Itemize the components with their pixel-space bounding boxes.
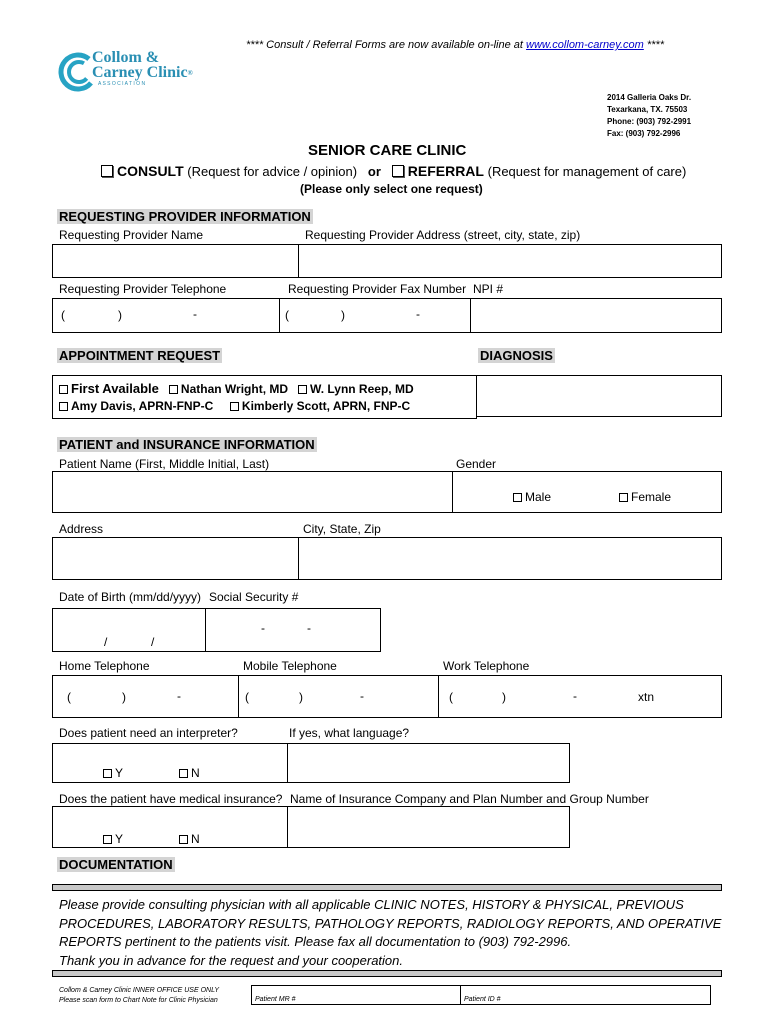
doc-line-3: REPORTS pertinent to the patients visit. Please fax all documentation to (903) 792-2996.	[59, 934, 572, 949]
scott-checkbox[interactable]	[230, 402, 239, 411]
no-label: N	[191, 832, 200, 846]
davis-option[interactable]	[59, 399, 213, 413]
paren-close: )	[502, 690, 506, 704]
reep-label: W. Lynn Reep, MD	[310, 382, 414, 396]
paren-close: )	[118, 308, 122, 322]
scott-label: Kimberly Scott, APRN, FNP-C	[241, 399, 411, 413]
provider-name-label: Requesting Provider Name	[59, 228, 204, 242]
patient-mr-field[interactable]	[251, 985, 461, 1005]
provider-fax-label: Requesting Provider Fax Number	[288, 282, 467, 296]
extension-label: xtn	[638, 690, 655, 704]
dob-slash: /	[104, 635, 108, 649]
logo-line2: Carney Clinic	[92, 64, 188, 81]
banner-suffix: ****	[643, 39, 664, 51]
consult-desc: (Request for advice / opinion)	[187, 164, 358, 179]
doc-line-1: Please provide consulting physician with all applicable CLINIC NOTES, HISTORY & PHYSICAL, PREVIOUS	[59, 897, 684, 912]
female-option[interactable]	[619, 490, 671, 504]
scott-option[interactable]	[230, 399, 410, 413]
davis-checkbox[interactable]	[59, 402, 68, 411]
paren-close: )	[299, 690, 303, 704]
patient-address-field[interactable]	[52, 537, 299, 580]
dash: -	[573, 689, 577, 703]
clinic-logo	[58, 50, 218, 92]
city-state-zip-field[interactable]	[298, 537, 722, 580]
interpreter-no-option[interactable]	[179, 766, 200, 780]
insurance-name-label: Name of Insurance Company and Plan Number and Group Number	[290, 792, 649, 806]
provider-section-heading: REQUESTING PROVIDER INFORMATION	[59, 209, 311, 224]
patient-id-label: Patient ID #	[464, 996, 501, 1003]
insurance-no-checkbox[interactable]	[179, 835, 188, 844]
documentation-top-bar	[52, 884, 722, 891]
logo-registered: ®	[187, 69, 193, 77]
consult-checkbox[interactable]	[101, 165, 113, 177]
address-city: Texarkana, TX. 75503	[607, 105, 688, 114]
provider-address-label: Requesting Provider Address (street, city, state, zip)	[305, 228, 581, 242]
paren-open: (	[61, 308, 65, 322]
diagnosis-field[interactable]	[476, 375, 722, 417]
insurance-label: Does the patient have medical insurance?	[59, 792, 283, 806]
documentation-section-heading: DOCUMENTATION	[59, 857, 173, 872]
interpreter-yes-option[interactable]	[103, 766, 123, 780]
language-label: If yes, what language?	[289, 726, 410, 740]
paren-open: (	[245, 690, 249, 704]
website-link[interactable]: www.collom-carney.com	[526, 39, 644, 51]
female-checkbox[interactable]	[619, 493, 628, 502]
banner-prefix: **** Consult / Referral Forms are now available on-line at	[246, 39, 527, 51]
davis-label: Amy Davis, APRN-FNP-C	[71, 399, 214, 413]
dash: -	[360, 689, 364, 703]
appointment-section-heading: APPOINTMENT REQUEST	[59, 348, 221, 363]
insurance-field	[52, 806, 288, 848]
no-label: N	[191, 766, 200, 780]
language-field[interactable]	[287, 743, 570, 783]
or-label: or	[367, 164, 381, 179]
patient-id-field[interactable]	[460, 985, 711, 1005]
provider-address-field[interactable]	[298, 244, 722, 278]
home-phone-field[interactable]	[52, 675, 239, 718]
clinic-address	[607, 92, 691, 140]
reep-checkbox[interactable]	[298, 385, 307, 394]
page-title: SENIOR CARE CLINIC	[308, 142, 467, 159]
patient-mr-label: Patient MR #	[255, 996, 296, 1003]
patient-address-label: Address	[59, 522, 104, 536]
yes-label: Y	[115, 766, 124, 780]
paren-open: (	[67, 690, 71, 704]
yes-label: Y	[115, 832, 124, 846]
request-note: (Please only select one request)	[300, 182, 483, 196]
patient-section-heading: PATIENT and INSURANCE INFORMATION	[59, 437, 315, 452]
work-phone-field[interactable]	[438, 675, 722, 718]
interpreter-field	[52, 743, 288, 783]
gender-label: Gender	[456, 457, 497, 471]
reep-option[interactable]	[298, 382, 414, 396]
referral-checkbox[interactable]	[392, 165, 404, 177]
wright-checkbox[interactable]	[169, 385, 178, 394]
dob-slash: /	[151, 635, 155, 649]
provider-fax-field[interactable]	[279, 298, 471, 333]
male-option[interactable]	[513, 490, 551, 504]
provider-phone-field[interactable]	[52, 298, 280, 333]
dash: -	[193, 307, 197, 321]
request-type-row	[101, 163, 686, 179]
interpreter-label: Does patient need an interpreter?	[59, 726, 238, 740]
top-banner	[246, 39, 664, 51]
appointment-options-box	[52, 375, 477, 419]
referral-desc: (Request for management of care)	[487, 164, 687, 179]
npi-field[interactable]	[470, 298, 722, 333]
dash: -	[177, 689, 181, 703]
ssn-dash: -	[307, 621, 311, 635]
logo-tagline: A S S O C I A T I O N	[98, 81, 146, 87]
male-label: Male	[525, 490, 552, 504]
address-fax: Fax: (903) 792-2996	[607, 129, 681, 138]
paren-close: )	[122, 690, 126, 704]
patient-name-field[interactable]	[52, 471, 453, 513]
logo-line1: Collom &	[92, 49, 160, 66]
interpreter-no-checkbox[interactable]	[179, 769, 188, 778]
gender-field	[452, 471, 722, 513]
insurance-name-field[interactable]	[287, 806, 570, 848]
ssn-field[interactable]	[205, 608, 381, 652]
wright-option[interactable]	[169, 382, 288, 396]
dob-label: Date of Birth (mm/dd/yyyy)	[59, 590, 202, 604]
dash: -	[416, 307, 420, 321]
address-street: 2014 Galleria Oaks Dr.	[607, 93, 692, 102]
dob-field[interactable]	[52, 608, 206, 652]
paren-close: )	[341, 308, 345, 322]
doc-line-2: PROCEDURES, LABORATORY RESULTS, PATHOLOGY REPORTS, RADIOLOGY REPORTS, AND OPERATIVE	[59, 915, 722, 931]
first-available-checkbox[interactable]	[59, 385, 68, 394]
home-phone-label: Home Telephone	[59, 659, 150, 673]
paren-open: (	[449, 690, 453, 704]
insurance-yes-checkbox[interactable]	[103, 835, 112, 844]
ssn-dash: -	[261, 621, 265, 635]
mobile-phone-field[interactable]	[238, 675, 439, 718]
ssn-label: Social Security #	[209, 590, 299, 604]
female-label: Female	[631, 490, 672, 504]
referral-label: REFERRAL	[407, 163, 484, 179]
insurance-yes-option[interactable]	[103, 832, 123, 846]
patient-name-label: Patient Name (First, Middle Initial, Last)	[59, 457, 270, 471]
city-state-zip-label: City, State, Zip	[303, 522, 381, 536]
diagnosis-section-heading: DIAGNOSIS	[480, 348, 553, 363]
address-phone: Phone: (903) 792-2991	[607, 117, 692, 126]
paren-open: (	[285, 308, 289, 322]
male-checkbox[interactable]	[513, 493, 522, 502]
office-use-note	[59, 986, 219, 1006]
provider-name-field[interactable]	[52, 244, 299, 278]
mobile-phone-label: Mobile Telephone	[243, 659, 337, 673]
doc-line-4: Thank you in advance for the request and your cooperation.	[59, 952, 403, 968]
office-use-line-1: Collom & Carney Clinic INNER OFFICE USE ONLY	[59, 987, 220, 994]
npi-label: NPI #	[473, 282, 504, 296]
office-use-line-2: Please scan form to Chart Note for Clinic Physician	[59, 997, 218, 1004]
insurance-no-option[interactable]	[179, 832, 200, 846]
provider-phone-label: Requesting Provider Telephone	[59, 282, 227, 296]
consult-label: CONSULT	[117, 163, 184, 179]
work-phone-label: Work Telephone	[443, 659, 530, 673]
wright-label: Nathan Wright, MD	[180, 382, 289, 396]
first-available-label: First Available	[71, 381, 159, 396]
documentation-bottom-bar	[52, 970, 722, 977]
first-available-option[interactable]	[59, 382, 159, 396]
interpreter-yes-checkbox[interactable]	[103, 769, 112, 778]
documentation-text	[59, 896, 721, 970]
